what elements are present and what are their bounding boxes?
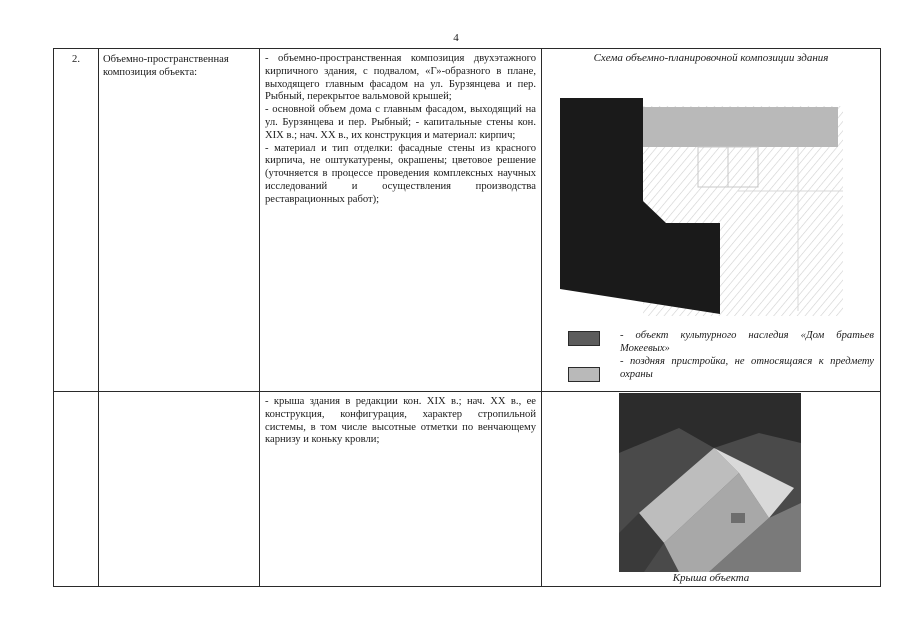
dormer [731, 513, 745, 523]
legend-swatch-heritage [568, 331, 600, 346]
row-name-cell [99, 49, 260, 392]
figure-cell [542, 49, 881, 392]
row-name: Объемно-пространственная композиция объекта: [103, 54, 229, 78]
row-number [54, 392, 98, 397]
row-description: - крыша здания в редакции кон. XIX в.; нач. XX в., ее конструкция, конфигурация, характер стропильной системы, в том числе высотные отметки по венчающему карнизу и коньку кровли; [265, 396, 536, 446]
row-description-cell [260, 49, 542, 392]
roof-aerial-photo [619, 393, 801, 572]
row-description-cell [260, 392, 542, 587]
table-row [54, 49, 881, 392]
figure-caption: Крыша объекта [672, 572, 750, 584]
row-number-cell [54, 49, 99, 392]
figure-cell [542, 392, 881, 587]
legend [568, 330, 874, 382]
legend-item [568, 356, 874, 382]
row-name-cell [99, 392, 260, 587]
figure-caption: Схема объемно-планировочной композиции здания [593, 52, 829, 64]
protection-subject-table [53, 48, 881, 587]
row-number: 2. [72, 54, 80, 65]
legend-swatch-annex [568, 367, 600, 382]
building-plan-scheme [548, 71, 848, 316]
late-annex-block [633, 107, 838, 147]
legend-label-annex: - поздняя пристройка, не относящаяся к предмету охраны [620, 356, 874, 381]
table-row [54, 392, 881, 587]
legend-item [568, 330, 874, 356]
page-number: 4 [453, 32, 459, 44]
legend-label-heritage: - объект культурного наследия «Дом братьев Мокеевых» [620, 329, 874, 354]
row-name [99, 392, 259, 397]
row-number-cell [54, 392, 99, 587]
row-description: - объемно-пространственная композиция двухэтажного кирпичного здания, с подвалом, «Г»-образного в плане, выходящего главным фасадом на ул. Бурзянцева и пер. Рыбный, перекрытое вальмовой крышей; - основной объем дома с главным фасадом, выходящий на ул. Бурзянцева и пер. Рыбный; - капитальные стены кон. XIX в.; нач. XX в., их конструкция и материал: кирпич; - материал и тип отделки: фасадные стены из красного кирпича, не оштукатурены, окрашены; цветовое решение (уточняется в процессе проведения комплексных научных исследований и осуществления производства реставрационных работ); [265, 53, 536, 205]
